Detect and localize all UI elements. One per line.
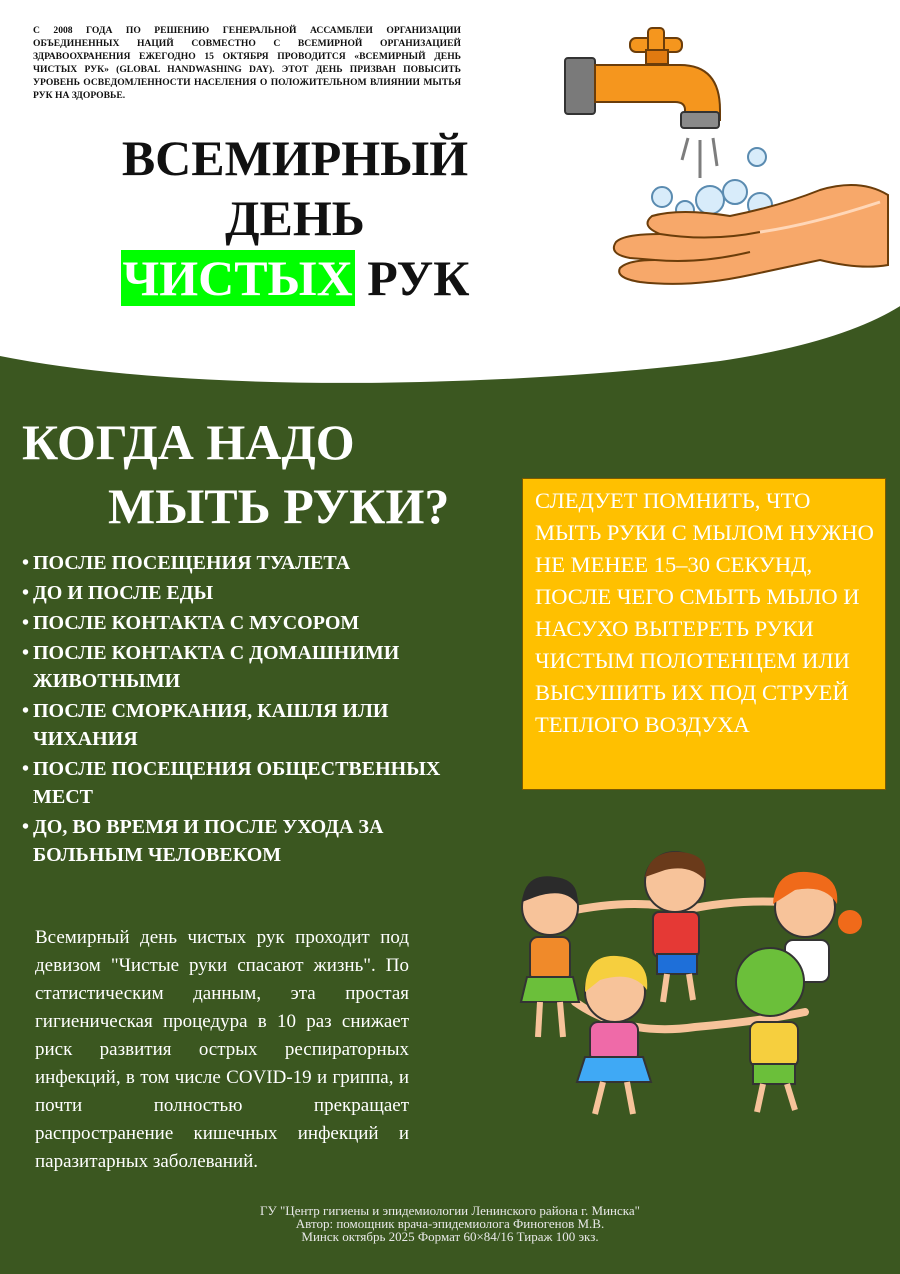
faucet-hands-illustration — [560, 20, 890, 305]
list-item: • ДО, ВО ВРЕМЯ И ПОСЛЕ УХОДА ЗА БОЛЬНЫМ ЧЕЛОВЕКОМ — [22, 813, 472, 869]
title-line-1: ВСЕМИРНЫЙ — [121, 130, 469, 186]
list-item: • ПОСЛЕ СМОРКАНИЯ, КАШЛЯ ИЛИ ЧИХАНИЯ — [22, 697, 472, 753]
children-circle-illustration — [505, 842, 890, 1132]
title-line-2: ДЕНЬ — [225, 190, 365, 246]
reminder-box: СЛЕДУЕТ ПОМНИТЬ, ЧТО МЫТЬ РУКИ С МЫЛОМ НУЖНО НЕ МЕНЕЕ 15–30 СЕКУНД, ПОСЛЕ ЧЕГО СМЫТЬ МЫЛО И НАСУХО ВЫТЕРЕТЬ РУКИ ЧИСТЫМ ПОЛОТЕНЦЕМ ИЛИ ВЫСУШИТЬ ИХ ПОД СТРУЕЙ ТЕПЛОГО ВОЗДУХА — [522, 478, 886, 790]
page-title — [90, 128, 500, 308]
title-line-3-rest: РУК — [367, 250, 470, 306]
footer-line-3: Минск октябрь 2025 Формат 60×84/16 Тираж 100 экз. — [301, 1229, 599, 1244]
bullet: • — [22, 700, 30, 722]
list-item: • ПОСЛЕ ПОСЕЩЕНИЯ ОБЩЕСТВЕННЫХ МЕСТ — [22, 755, 472, 811]
when-line-2: МЫТЬ РУКИ? — [108, 478, 450, 534]
when-heading — [22, 410, 449, 538]
bullet: • — [22, 642, 30, 664]
footer-line-1: ГУ "Центр гигиены и эпидемиологии Ленинского района г. Минска" — [260, 1203, 640, 1218]
motto-paragraph: Всемирный день чистых рук проходит под девизом "Чистые руки спасают жизнь". По статистическим данным, эта простая гигиеническая процедура в 10 раз снижает риск развития острых респираторных инфекций, в том числе COVID-19 и гриппа, и почти полностью прекращает распространение кишечных инфекций и паразитарных заболеваний. — [35, 927, 409, 1172]
when-line-1: КОГДА НАДО — [22, 414, 355, 470]
list-item: • ДО И ПОСЛЕ ЕДЫ — [22, 579, 472, 607]
intro-text: С 2008 ГОДА ПО РЕШЕНИЮ ГЕНЕРАЛЬНОЙ АССАМБЛЕИ ОРГАНИЗАЦИИ ОБЪЕДИНЕННЫХ НАЦИЙ СОВМЕСТНО С ВСЕМИРНОЙ ОРГАНИЗАЦИЕЙ ЗДРАВООХРАНЕНИЯ ЕЖЕГОДНО 15 ОКТЯБРЯ ПРОВОДИТСЯ «ВСЕМИРНЫЙ ДЕНЬ ЧИСТЫХ РУК» (GLOBAL HANDWASHING DAY). ЭТОТ ДЕНЬ ПРИЗВАН ПОВЫСИТЬ УРОВЕНЬ ОСВЕДОМЛЕННОСТИ НАСЕЛЕНИЯ О ПОЛОЖИТЕЛЬНОМ ВЛИЯНИИ МЫТЬЯ РУК НА ЗДОРОВЬЕ. — [33, 25, 461, 101]
bullet: • — [22, 612, 30, 634]
bullet: • — [22, 582, 30, 604]
bullet: • — [22, 816, 30, 838]
list-item: • ПОСЛЕ ПОСЕЩЕНИЯ ТУАЛЕТА — [22, 549, 472, 577]
list-item: • ПОСЛЕ КОНТАКТА С ДОМАШНИМИ ЖИВОТНЫМИ — [22, 639, 472, 695]
footer — [180, 1204, 720, 1243]
bullet: • — [22, 758, 30, 780]
bullet: • — [22, 552, 30, 574]
title-highlight: ЧИСТЫХ — [122, 250, 353, 306]
title-line-3 — [90, 248, 500, 308]
list-item: • ПОСЛЕ КОНТАКТА С МУСОРОМ — [22, 609, 472, 637]
footer-line-2: Автор: помощник врача-эпидемиолога Финогенов М.В. — [295, 1216, 605, 1231]
when-list — [22, 549, 472, 871]
